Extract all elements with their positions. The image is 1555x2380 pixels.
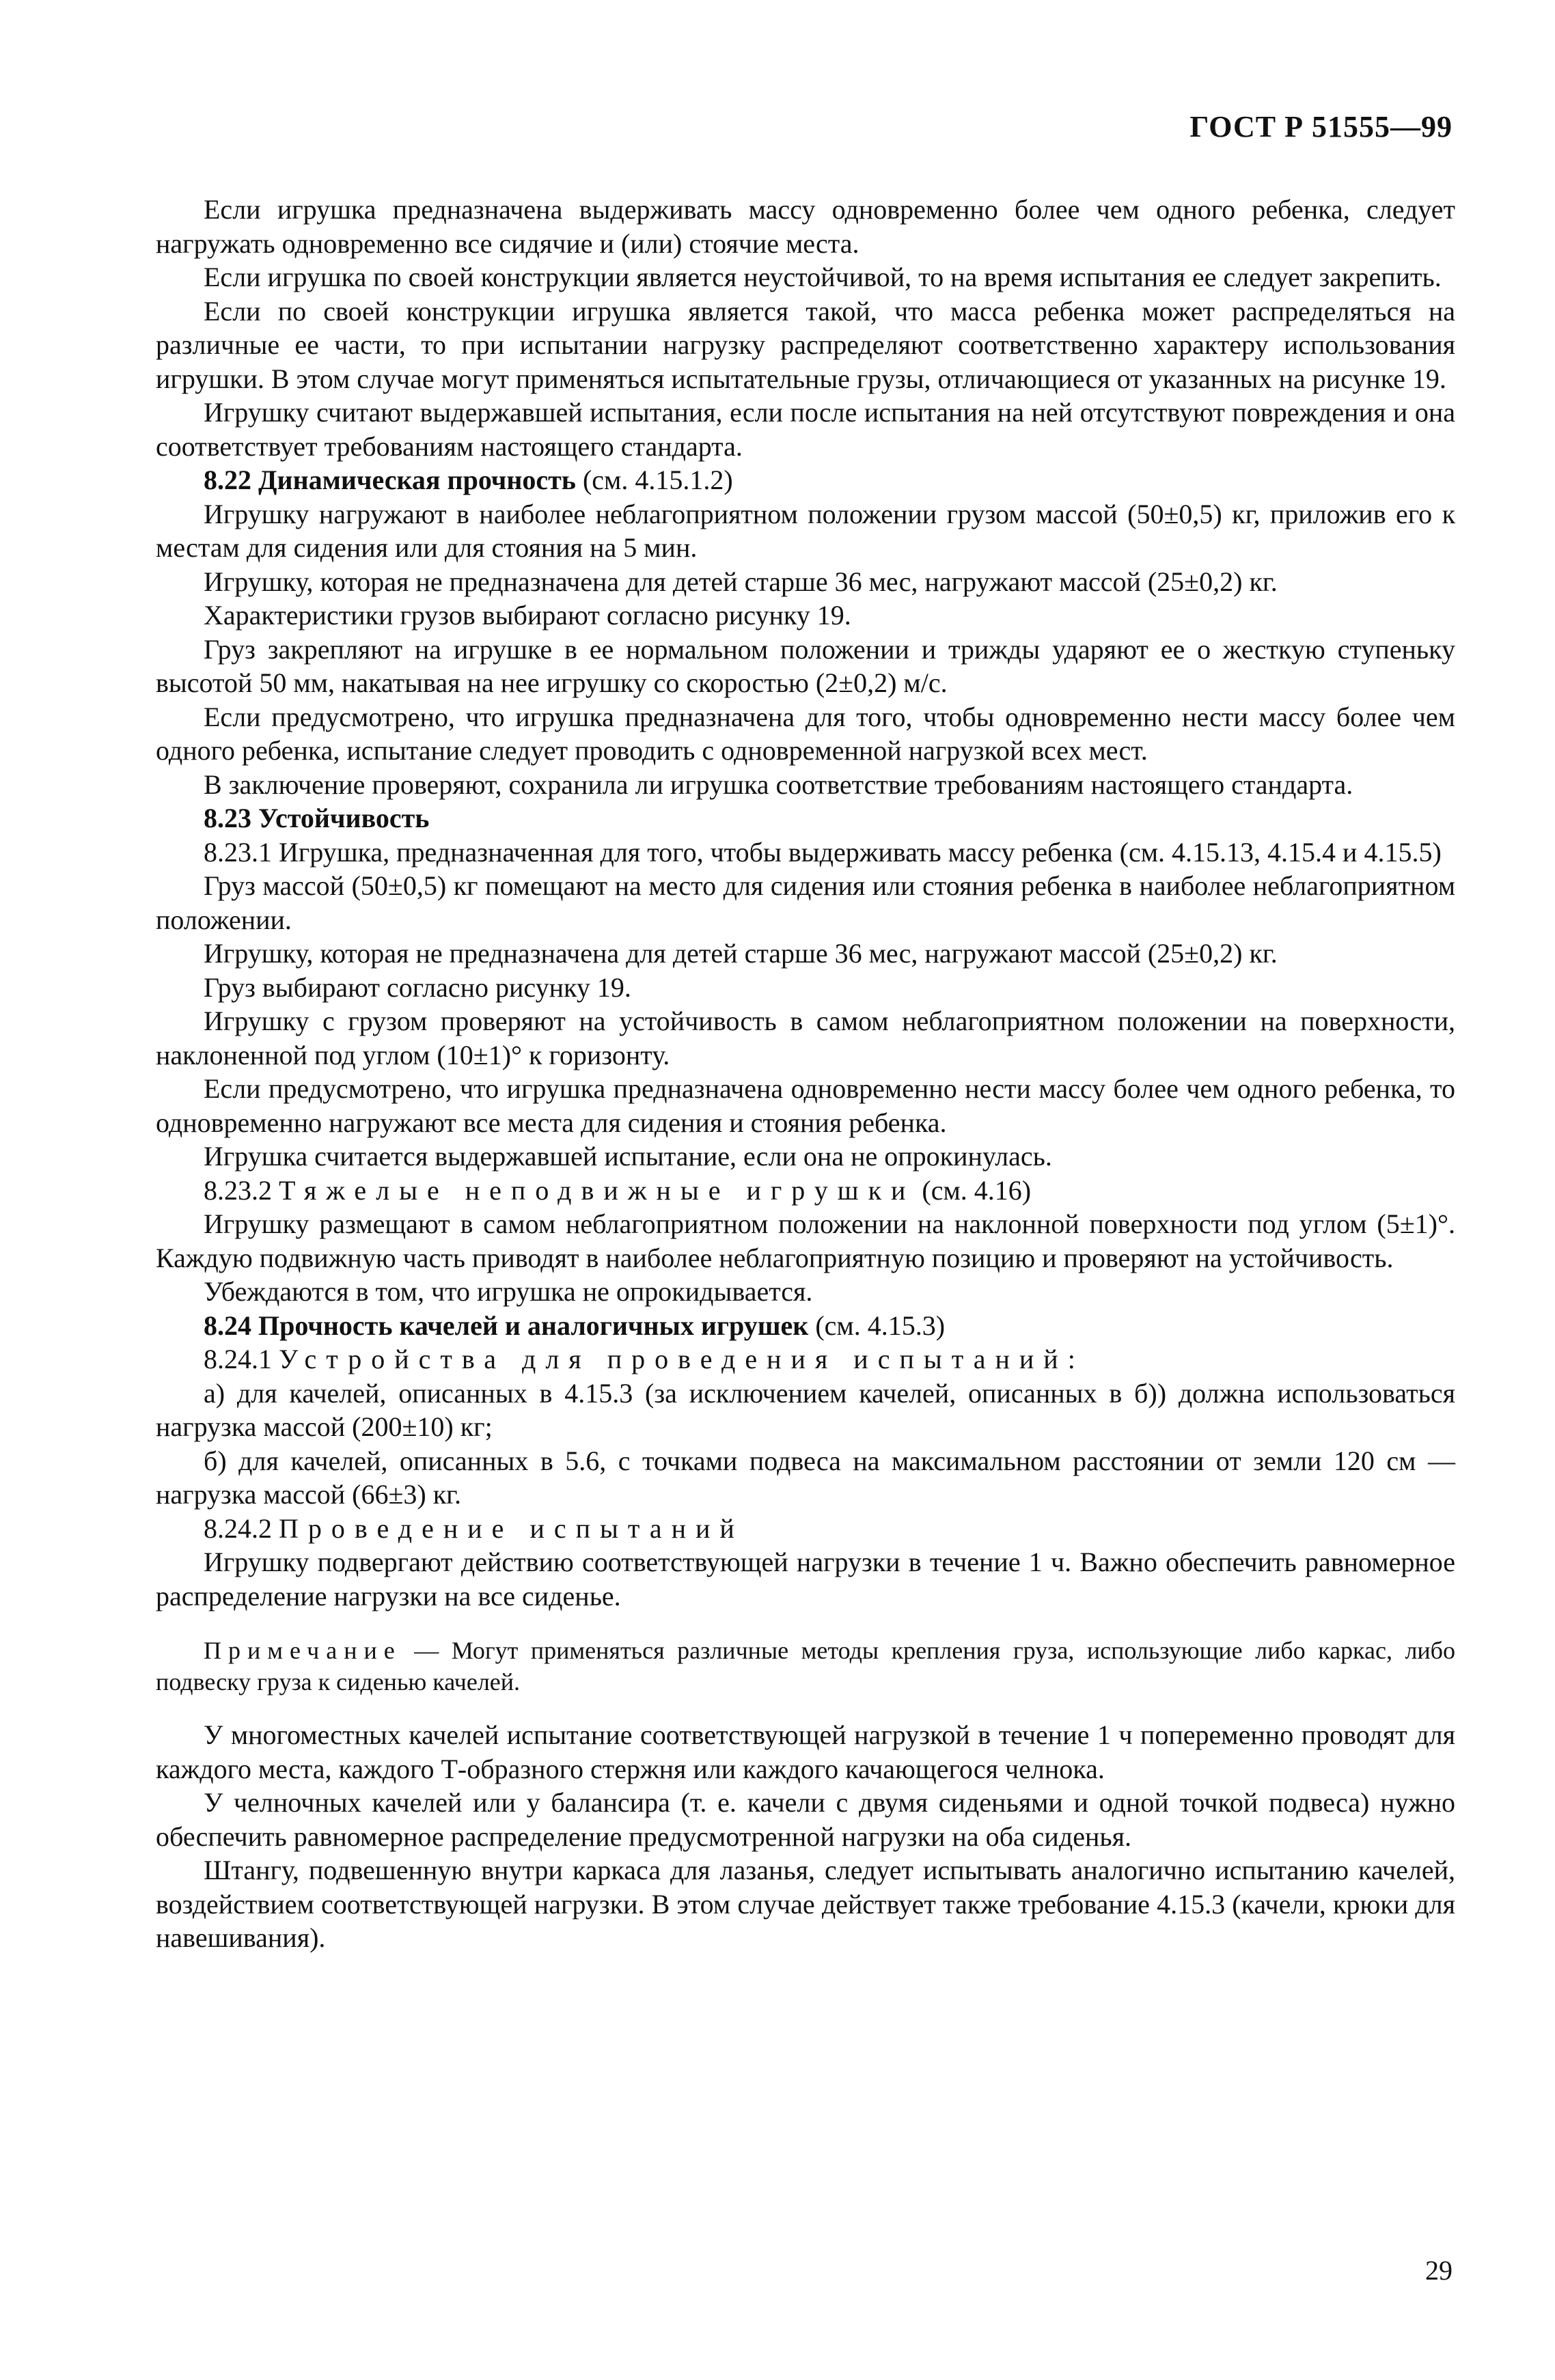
paragraph: Игрушку подвергают действию соответствующей нагрузки в течение 1 ч. Важно обеспечить равномерное распределение нагрузки на все сиденье. [156,1547,1455,1611]
list-item: б) для качелей, описанных в 5.6, с точками подвеса на максимальном расстоянии от земли 120 см — нагрузка массой (66±3) кг. [156,1445,1455,1510]
subsection-title: Проведение испытаний [279,1512,744,1544]
paragraph: Если по своей конструкции игрушка является такой, что масса ребенка может распределяться на различные ее части, то при испытании нагрузку распределяют соответственно характеру использования игрушки. В этом случае могут применяться испытательные грузы, отличающиеся от указанных на рисунке 19. [156,295,1455,394]
subsection-number: 8.24.2 [204,1512,279,1544]
subsection-number: 8.24.1 [204,1344,279,1374]
subsection-number: 8.23.2 [204,1174,279,1206]
section-8-23-heading: 8.23 Устойчивость [204,803,430,833]
page-body [156,193,1455,1955]
paragraph: Игрушку нагружают в наиболее неблагоприятном положении грузом массой (50±0,5) кг, приложив его к местам для сидения или для стояния на 5 мин. [156,498,1455,563]
note-text: — Могут применяться различные методы крепления груза, использующие либо каркас, либо подвеску груза к сиденью качелей. [156,1637,1455,1696]
subsection-title: Тяжелые неподвижные игрушки [279,1174,916,1206]
paragraph: У многоместных качелей испытание соответствующей нагрузкой в течение 1 ч попеременно проводят для каждого места, каждого Т-образного стержня или каждого качающегося челнока. [156,1719,1455,1784]
section-reference: (см. 4.15.1.2) [575,465,733,495]
paragraph: В заключение проверяют, сохранила ли игрушка соответствие требованиям настоящего стандарта. [204,769,1353,800]
paragraph: Если предусмотрено, что игрушка предназначена одновременно нести массу более чем одного ребенка, то одновременно нагружают все места для сидения и стояния ребенка. [156,1073,1455,1138]
note-label: Примечание [204,1637,402,1664]
section-reference: (см. 4.16) [915,1174,1032,1206]
document-header: ГОСТ Р 51555—99 [1189,110,1453,143]
list-item: а) для качелей, описанных в 4.15.3 (за исключением качелей, описанных в б)) должна использоваться нагрузка массой (200±10) кг; [156,1377,1455,1442]
paragraph: Груз выбирают согласно рисунку 19. [204,971,631,1003]
section-title: 8.22 Динамическая прочность [204,465,576,495]
paragraph: Груз массой (50±0,5) кг помещают на место для сидения или стояния ребенка в наиболее неблагоприятном положении. [156,870,1455,935]
paragraph: Игрушку размещают в самом неблагоприятном положении на наклонной поверхности под углом (5±1)°. Каждую подвижную часть приводят в наиболее неблагоприятную позицию и проверяют на устойчивость. [156,1208,1455,1273]
paragraph: Характеристики грузов выбирают согласно рисунку 19. [204,600,851,631]
paragraph: Игрушка считается выдержавшей испытание, если она не опрокинулась. [204,1141,1052,1172]
section-title: 8.24 Прочность качелей и аналогичных игрушек [204,1310,809,1341]
paragraph: Если игрушка по своей конструкции является неустойчивой, то на время испытания ее следует закрепить. [204,262,1442,292]
subsection-title: Устройства для проведения испытаний: [279,1344,1085,1374]
note [156,1635,1455,1698]
paragraph: Убеждаются в том, что игрушка не опрокидывается. [204,1276,813,1307]
paragraph: Если игрушка предназначена выдерживать массу одновременно более чем одного ребенка, следует нагружать одновременно все сидячие и (или) стоячие места. [156,194,1455,259]
section-reference: (см. 4.15.3) [808,1310,946,1341]
paragraph: У челночных качелей или у балансира (т. е. качели с двумя сиденьями и одной точкой подвеса) нужно обеспечить равномерное распределение предусмотренной нагрузки на оба сиденья. [156,1787,1455,1852]
subsection-8-24-1-heading [156,1342,1455,1376]
paragraph: Если предусмотрено, что игрушка предназначена для того, чтобы одновременно нести массу более чем одного ребенка, испытание следует проводить с одновременной нагрузкой всех мест. [156,701,1455,766]
paragraph: Игрушку, которая не предназначена для детей старше 36 мес, нагружают массой (25±0,2) кг. [204,566,1278,597]
section-8-24-heading [156,1309,1455,1343]
paragraph: Игрушку с грузом проверяют на устойчивость в самом неблагоприятном положении на поверхности, наклоненной под углом (10±1)° к горизонту. [156,1006,1455,1070]
paragraph: Груз закрепляют на игрушке в ее нормальном положении и трижды ударяют ее о жесткую ступеньку высотой 50 мм, накатывая на нее игрушку со скоростью (2±0,2) м/с. [156,633,1455,698]
section-8-22-heading [156,463,1455,497]
paragraph: 8.23.1 Игрушка, предназначенная для того, чтобы выдерживать массу ребенка (см. 4.15.13, 4.15.4 и 4.15.5) [204,836,1442,868]
subsection-8-23-2-heading [156,1174,1455,1208]
page-number: 29 [1425,2255,1453,2286]
paragraph: Игрушку считают выдержавшей испытания, если после испытания на ней отсутствуют повреждения и она соответствует требованиям настоящего стандарта. [156,397,1455,462]
paragraph: Игрушку, которая не предназначена для детей старше 36 мес, нагружают массой (25±0,2) кг. [204,938,1278,969]
subsection-8-24-2-heading [156,1512,1455,1546]
paragraph: Штангу, подвешенную внутри каркаса для лазанья, следует испытывать аналогично испытанию качелей, воздействием соответствующей нагрузки. В этом случае действует также требование 4.15.3 (качели, крюки для навешивания). [156,1855,1455,1953]
